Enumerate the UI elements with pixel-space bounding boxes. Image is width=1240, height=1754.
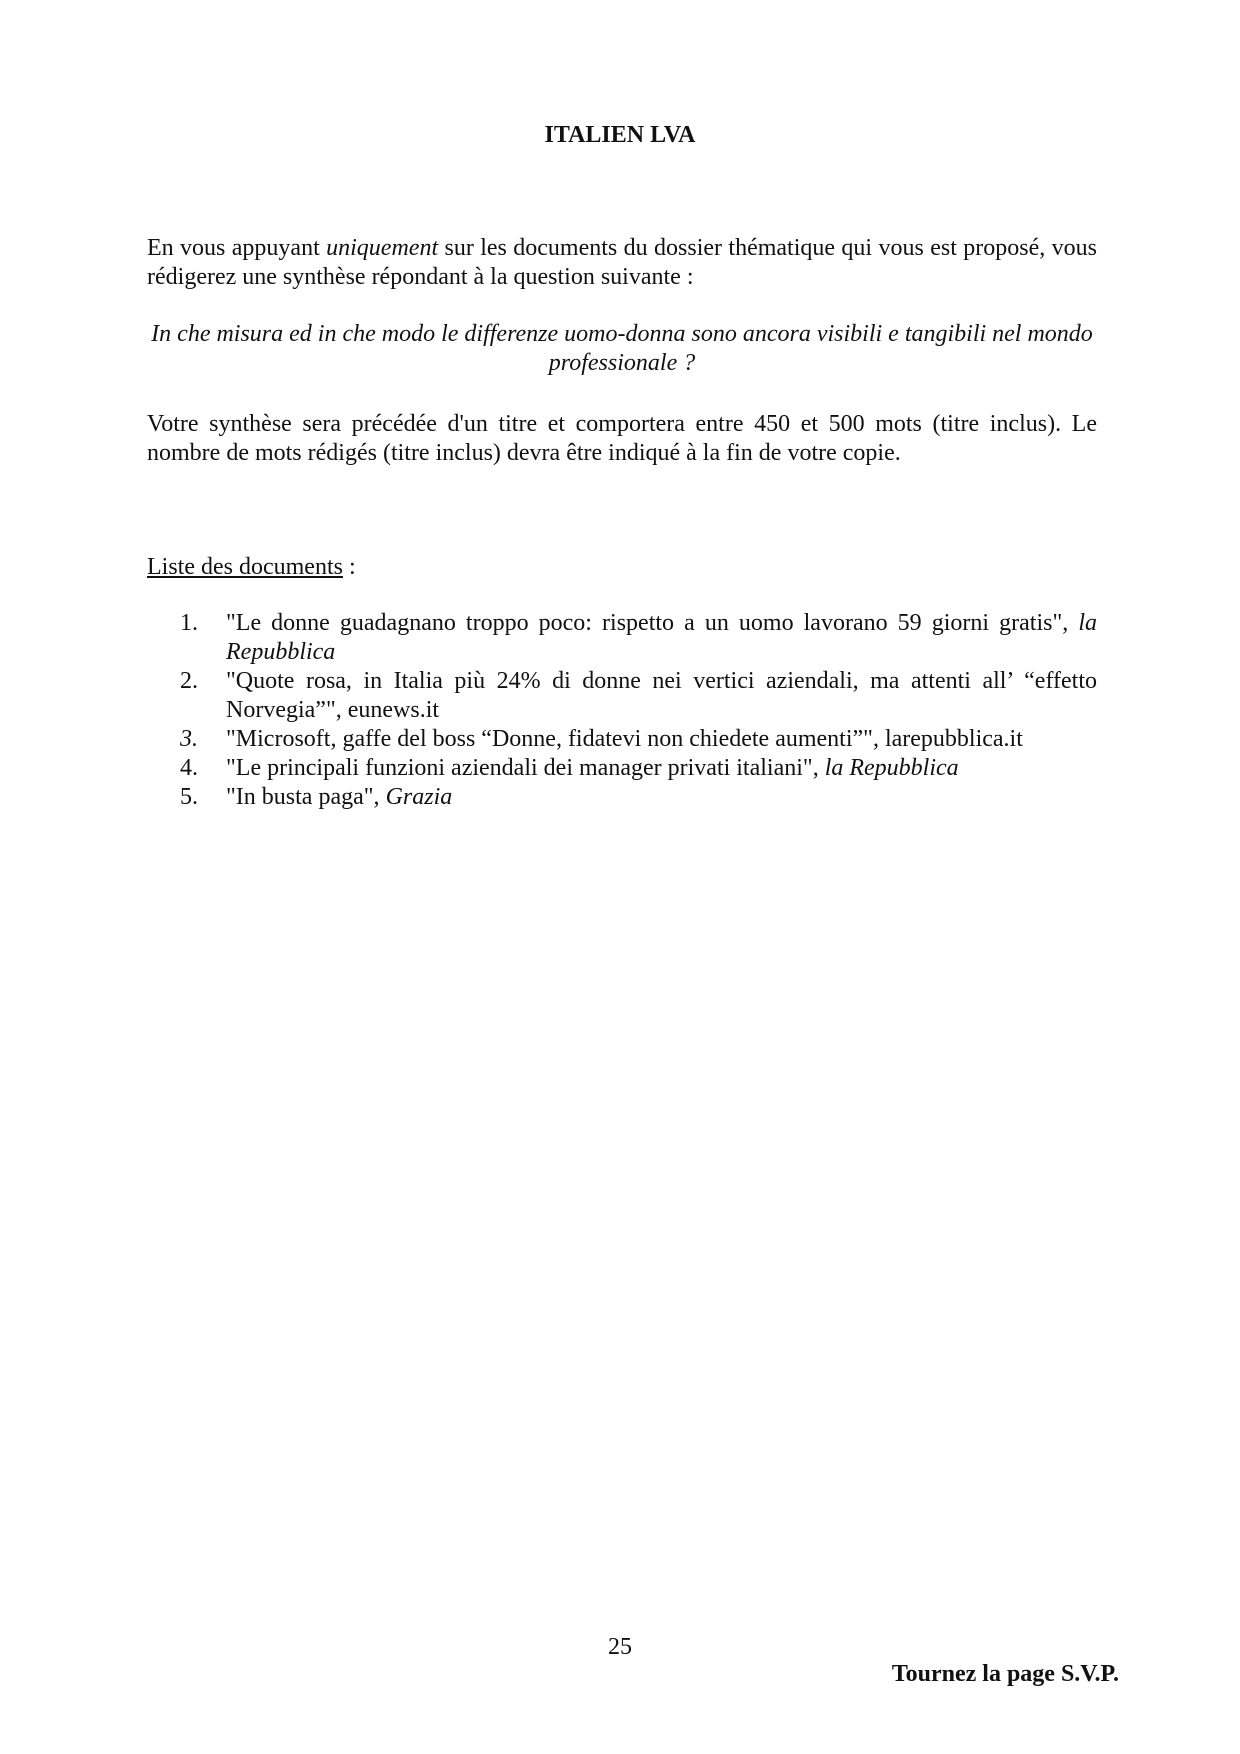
document-number: 5. (180, 784, 198, 810)
document-entry (226, 667, 1097, 725)
document-title: "Microsoft, gaffe del boss “Donne, fidatevi non chiedete aumenti”", (226, 726, 885, 752)
document-title: "Le donne guadagnano troppo poco: rispetto a un uomo lavorano 59 giorni gratis", (226, 610, 1079, 636)
length-rule-paragraph: Votre synthèse sera précédée d'un titre et comportera entre 450 et 500 mots (titre inclus). Le nombre de mots rédigés (titre inclus) devra être indiqué à la fin de votre copie. (147, 411, 1097, 466)
document-item (180, 609, 1097, 667)
document-number: 4. (180, 755, 198, 781)
instructions-emphasis: uniquement (326, 235, 439, 261)
page-title: ITALIEN LVA (544, 122, 696, 148)
document-source: la Repubblica (226, 610, 1097, 665)
documents-heading (147, 553, 356, 582)
document-number: 3. (180, 726, 198, 752)
page-number: 25 (608, 1634, 632, 1660)
instructions-paragraph (147, 234, 1097, 292)
document-title: "In busta paga", (226, 784, 386, 810)
document-item (180, 783, 1097, 812)
document-item (180, 667, 1097, 725)
synthesis-question: In che misura ed in che modo le differenze uomo-donna sono ancora visibili e tangibili nel mondo professionale ? (151, 321, 1093, 376)
document-item (180, 725, 1097, 754)
document-entry (226, 754, 1097, 783)
document-number: 1. (180, 610, 198, 636)
turn-page-note: Tournez la page S.V.P. (891, 1661, 1119, 1687)
instructions-text-after: sur les documents du dossier thématique qui vous est proposé, vous rédigerez une synthèse répondant à la question suivante : (147, 235, 1097, 290)
document-number: 2. (180, 668, 198, 694)
document-title: "Quote rosa, in Italia più 24% di donne nei vertici aziendali, ma attenti all’ “effetto Norvegia”", (226, 668, 1097, 723)
document-entry (226, 725, 1097, 754)
instructions-text-before: En vous appuyant (147, 235, 327, 261)
document-entry (226, 609, 1097, 667)
document-source: Grazia (385, 784, 453, 810)
document-source: larepubblica.it (884, 726, 1023, 752)
document-title: "Le principali funzioni aziendali dei manager privati italiani", (226, 755, 825, 781)
documents-list (180, 609, 1097, 812)
document-source: eunews.it (347, 697, 440, 723)
document-source: la Repubblica (824, 755, 959, 781)
document-entry (226, 783, 1097, 812)
documents-heading-suffix: : (342, 554, 356, 580)
documents-heading-label: Liste des documents (147, 554, 343, 580)
document-item (180, 754, 1097, 783)
